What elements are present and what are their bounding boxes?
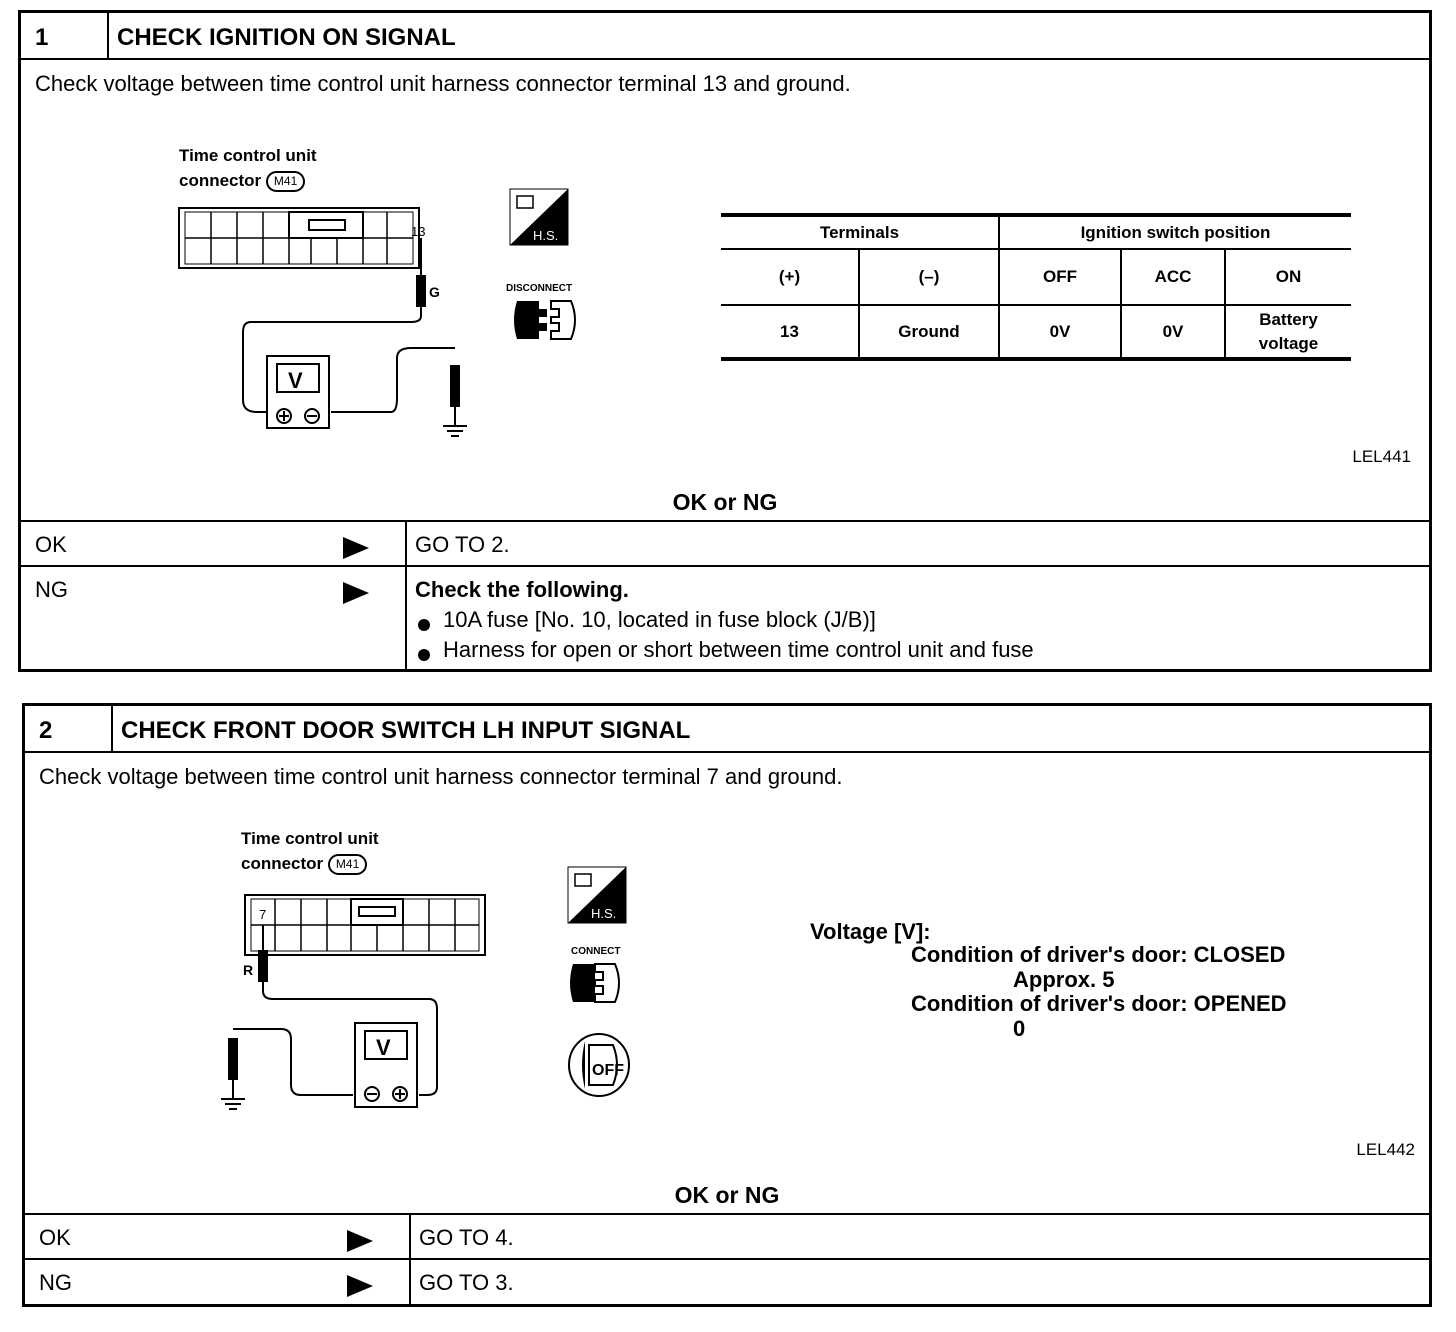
col-minus: (–) [859, 249, 999, 305]
step-2-connector-label: Time control unit connector M41 [241, 826, 379, 876]
col-on: ON [1225, 249, 1351, 305]
check-item: 10A fuse [No. 10, located in fuse block (J/B)] [415, 607, 1429, 633]
result-label: OK [35, 532, 67, 557]
ok-or-ng-label: OK or NG [674, 1182, 780, 1208]
harness-connector [179, 208, 419, 268]
result-label: NG [39, 1270, 72, 1295]
probe-plus [259, 925, 267, 981]
result-action: GO TO 2. [405, 522, 1429, 565]
col-plus: (+) [721, 249, 859, 305]
step-1-connector-label: Time control unit connector M41 [179, 143, 317, 193]
step-2-title: CHECK FRONT DOOR SWITCH LH INPUT SIGNAL [121, 717, 691, 744]
terminals-header: Terminals [721, 215, 999, 249]
voltage-value-opened: 0 [1013, 1016, 1026, 1041]
check-list [415, 607, 1429, 663]
step-2-wiring-diagram [205, 891, 505, 1121]
step-2-instruction: Check voltage between time control unit harness connector terminal 7 and ground. [39, 764, 843, 789]
arrow-right-icon [347, 1230, 373, 1252]
step-1-title: CHECK IGNITION ON SIGNAL [117, 24, 456, 51]
ignition-key-off-icon [565, 1031, 635, 1099]
col-off: OFF [999, 249, 1121, 305]
cell-off-value: 0V [999, 305, 1121, 359]
result-row-ok [25, 1213, 1429, 1258]
terminal-number: 7 [259, 907, 267, 922]
wire-color: R [243, 962, 254, 978]
meter-label: V [376, 1035, 391, 1060]
connector-tag: M41 [328, 854, 367, 875]
figure-code: LEL441 [1352, 447, 1411, 466]
result-label: NG [35, 577, 68, 602]
arrow-right-icon [343, 537, 369, 559]
voltage-condition-closed: Condition of driver's door: CLOSED [911, 942, 1286, 967]
col-acc: ACC [1121, 249, 1225, 305]
voltage-value-closed: Approx. 5 [1013, 967, 1115, 992]
wire-color: G [429, 284, 440, 300]
cell-terminal: 13 [721, 305, 859, 359]
result-action: GO TO 3. [409, 1260, 1429, 1304]
ok-or-ng-label: OK or NG [672, 489, 778, 515]
hs-icon [567, 866, 627, 924]
check-item: Harness for open or short between time control unit and fuse [415, 637, 1429, 663]
result-action [405, 567, 1429, 669]
svg-text:H.S.: H.S. [533, 228, 559, 243]
svg-text:H.S.: H.S. [591, 906, 617, 921]
step-1-number: 1 [21, 13, 109, 58]
probe-ground [443, 366, 467, 436]
harness-connector [245, 895, 485, 955]
svg-text:OFF: OFF [592, 1062, 624, 1079]
step-1-instruction: Check voltage between time control unit harness connector terminal 13 and ground. [35, 71, 851, 96]
result-action: GO TO 4. [409, 1215, 1429, 1258]
step-2-panel [22, 703, 1432, 1307]
hs-icon [509, 188, 569, 246]
step-1-header [21, 13, 1429, 60]
cell-acc-value: 0V [1121, 305, 1225, 359]
arrow-right-icon [347, 1275, 373, 1297]
result-row-ok [21, 520, 1429, 565]
cell-on-value: Battery voltage [1225, 305, 1351, 359]
connect-icon [565, 958, 629, 1008]
terminal-voltage-table [721, 213, 1351, 361]
terminal-number: 13 [411, 224, 426, 239]
step-1-panel [18, 10, 1432, 672]
disconnect-icon [509, 295, 581, 345]
step-2-header [25, 706, 1429, 753]
step-2-number: 2 [25, 706, 113, 751]
connector-state-label: DISCONNECT [506, 283, 573, 294]
step-1-wiring-diagram [171, 198, 491, 438]
meter-label: V [288, 368, 303, 393]
result-row-ng [21, 565, 1429, 669]
voltage-heading: Voltage [V]: [810, 919, 931, 944]
arrow-right-icon [343, 582, 369, 604]
result-label: OK [39, 1225, 71, 1250]
connector-state-label: CONNECT [571, 946, 621, 957]
probe-ground [221, 1039, 245, 1109]
check-heading: Check the following. [415, 577, 629, 602]
voltage-condition-opened: Condition of driver's door: OPENED [911, 991, 1287, 1016]
cell-ground: Ground [859, 305, 999, 359]
result-row-ng [25, 1258, 1429, 1304]
connector-tag: M41 [266, 171, 305, 192]
figure-code: LEL442 [1356, 1140, 1415, 1159]
ignition-switch-header: Ignition switch position [999, 215, 1351, 249]
